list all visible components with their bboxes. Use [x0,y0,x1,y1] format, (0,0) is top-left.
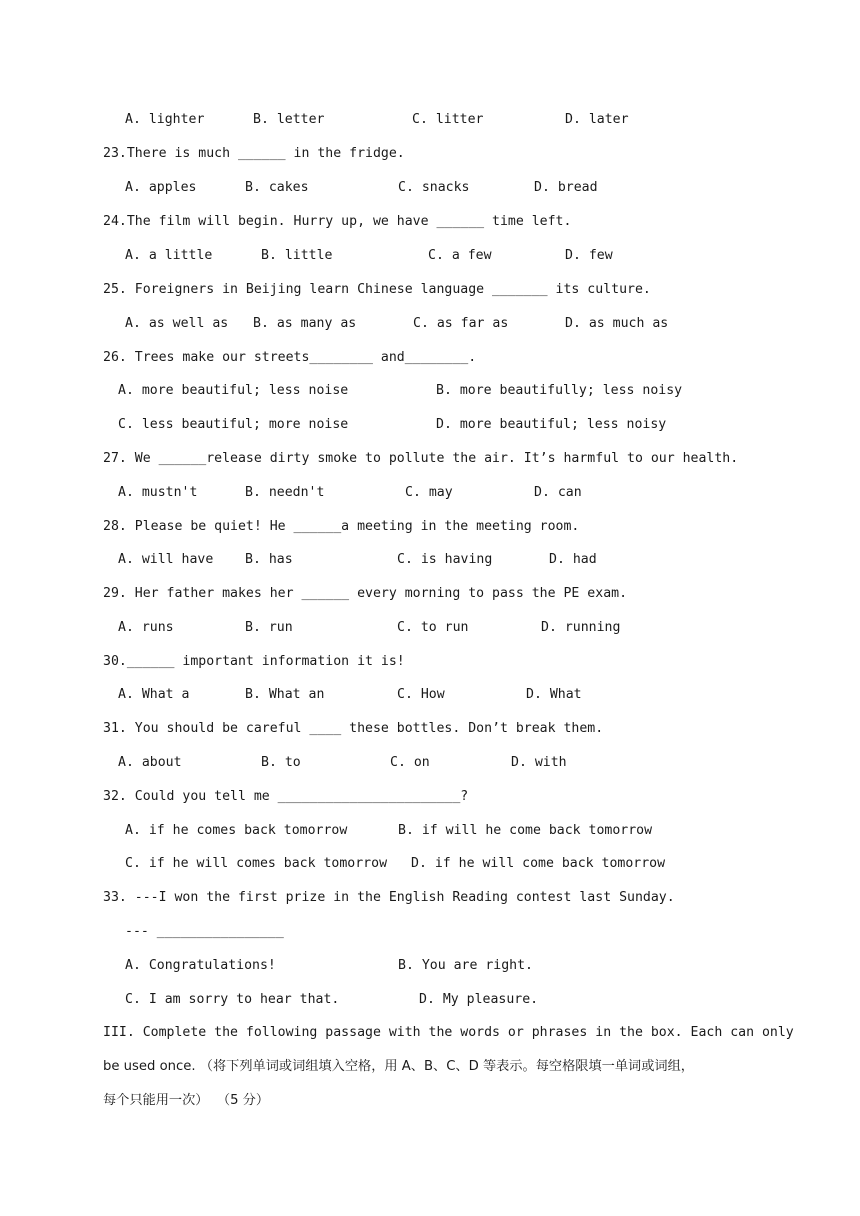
option-a: A. a little [125,248,213,263]
option-a: A. will have [118,552,214,567]
q33-reply-blank: --- ________________ [125,924,284,939]
option-a: A. apples [125,180,197,195]
option-b: B. little [261,248,333,263]
q24-stem: 24.The film will begin. Hurry up, we have ______ time left. [103,214,572,229]
option-a: A. What a [118,687,190,702]
q26-stem: 26. Trees make our streets________ and________. [103,350,477,365]
option-b: B. You are right. [398,958,533,973]
option-b: B. to [261,755,301,770]
option-d: D. few [565,248,613,263]
option-d: D. What [526,687,582,702]
option-c: C. as far as [413,316,509,331]
option-c: C. may [405,485,453,500]
option-c: C. on [390,755,430,770]
option-a: A. Congratulations! [125,958,276,973]
option-d: D. later [565,112,629,127]
option-d: D. bread [534,180,598,195]
option-d: D. My pleasure. [419,992,539,1007]
option-a: A. more beautiful; less noise [118,383,349,398]
option-a: A. as well as [125,316,229,331]
option-b: B. run [245,620,293,635]
option-a: A. mustn't [118,485,198,500]
q33-stem: 33. ---I won the first prize in the English Reading contest last Sunday. [103,890,675,905]
q29-stem: 29. Her father makes her ______ every morning to pass the PE exam. [103,586,628,601]
option-b: B. as many as [253,316,357,331]
q31-stem: 31. You should be careful ____ these bottles. Don’t break them. [103,721,604,736]
option-b: B. more beautifully; less noisy [436,383,683,398]
option-b: B. needn't [245,485,325,500]
q32-stem: 32. Could you tell me _______________________? [103,789,469,804]
q30-stem: 30.______ important information it is! [103,654,405,669]
option-d: D. as much as [565,316,669,331]
option-a: A. about [118,755,182,770]
option-d: D. had [549,552,597,567]
option-c: C. a few [428,248,492,263]
option-b: B. if will he come back tomorrow [398,823,653,838]
option-c: C. to run [397,620,469,635]
option-c: C. snacks [398,180,470,195]
option-c: C. I am sorry to hear that. [125,992,340,1007]
section-iii-line-3: 每个只能用一次） （5 分） [103,1093,270,1108]
q25-stem: 25. Foreigners in Beijing learn Chinese language _______ its culture. [103,282,651,297]
q28-stem: 28. Please be quiet! He ______a meeting in the meeting room. [103,519,580,534]
option-d: D. more beautiful; less noisy [436,417,667,432]
option-b: B. cakes [245,180,309,195]
option-c: C. litter [412,112,484,127]
q27-stem: 27. We ______release dirty smoke to pollute the air. It’s harmful to our health. [103,451,739,466]
option-a: A. if he comes back tomorrow [125,823,348,838]
option-c: C. if he will comes back tomorrow [125,856,388,871]
option-d: D. running [541,620,621,635]
q23-stem: 23.There is much ______ in the fridge. [103,146,405,161]
option-d: D. with [511,755,567,770]
option-d: D. can [534,485,582,500]
option-c: C. less beautiful; more noise [118,417,349,432]
option-b: B. has [245,552,293,567]
option-c: C. is having [397,552,493,567]
option-b: B. letter [253,112,325,127]
option-d: D. if he will come back tomorrow [411,856,666,871]
option-b: B. What an [245,687,325,702]
section-iii-line-1: III. Complete the following passage with the words or phrases in the box. Each can only [103,1025,794,1040]
option-c: C. How [397,687,445,702]
option-a: A. lighter [125,112,205,127]
option-a: A. runs [118,620,174,635]
section-iii-line-2: be used once. （将下列单词或词组填入空格，用 A、B、C、D 等表示。每空格限填一单词或词组， [103,1059,694,1074]
